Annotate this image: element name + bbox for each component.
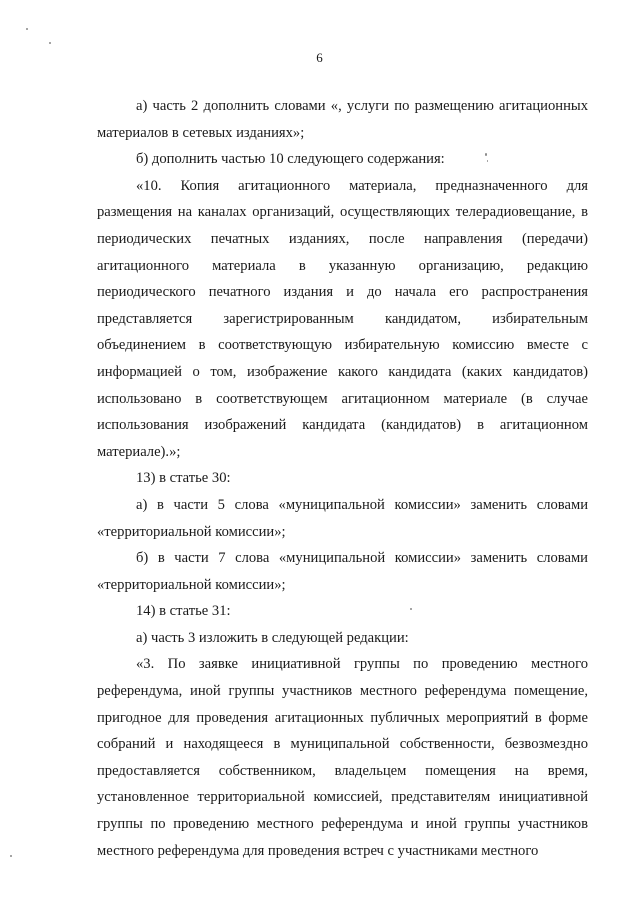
paragraph: «3. По заявке инициативной группы по проведению местного референдума, иной группы участников местного референдума помещение, пригодное для проведения агитационных публичных мероприятий в форме собраний и находящееся в муниципальной собственности, безвозмездно предоставляется собственником, владельцем помещения на время, установленное территориальной комиссией, представителям инициативной группы по проведению местного референдума и иной группы участников местного референдума для проведения встреч с участниками местного	[97, 656, 588, 859]
paragraph: «10. Копия агитационного материала, предназначенного для размещения на каналах организаций, осуществляющих телерадиовещание, в периодических печатных изданиях, после направления (передачи) агитационного материала в указанную организацию, редакцию периодического печатного издания и до начала его распространения представляется зарегистрированным кандидатом, избирательным объединением в соответствующую избирательную комиссию вместе с информацией о том, изображение какого кандидата (каких кандидатов) использовано в соответствующем агитационном материале (в случае использования изображений кандидата (кандидатов) в агитационном материале).»;	[97, 177, 588, 460]
scan-speck	[10, 855, 12, 857]
scan-speck	[487, 160, 488, 162]
scan-speck	[410, 608, 412, 610]
scan-speck	[485, 153, 487, 156]
paragraph: 13) в статье 30:	[136, 470, 231, 487]
scan-speck	[26, 28, 28, 30]
paragraph: б) в части 7 слова «муниципальной комиссии» заменить словами «территориальной комиссии»;	[97, 550, 588, 593]
paragraph: 14) в статье 31:	[136, 603, 231, 620]
paragraph: а) часть 3 изложить в следующей редакции:	[136, 629, 409, 646]
paragraph: а) часть 2 дополнить словами «, услуги по размещению агитационных материалов в сетевых изданиях»;	[97, 98, 588, 141]
paragraph: а) в части 5 слова «муниципальной комиссии» заменить словами «территориальной комиссии»;	[97, 496, 588, 540]
page-number: 6	[316, 50, 323, 65]
paragraph: б) дополнить частью 10 следующего содержания:	[136, 151, 445, 168]
document-body	[97, 93, 588, 864]
scan-speck	[49, 42, 51, 44]
